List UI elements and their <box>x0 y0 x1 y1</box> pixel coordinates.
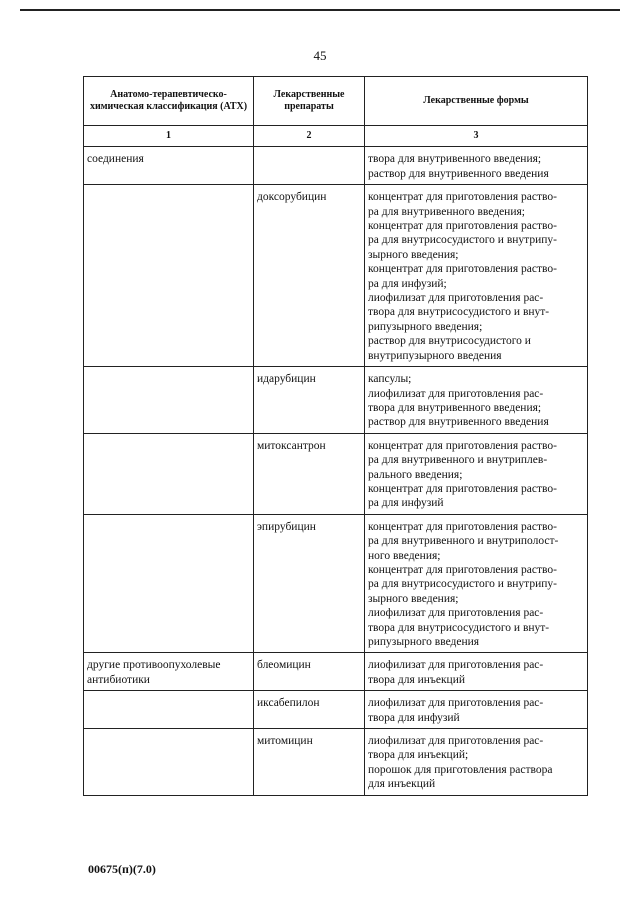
form-line: твора для внутрисосудистого и внут- <box>368 306 550 319</box>
form-line: порошок для приготовления раствора <box>368 763 553 776</box>
form-line: внутрипузырного введения <box>368 349 502 362</box>
table-row <box>84 433 588 514</box>
form-line: твора для инъекций; <box>368 749 469 762</box>
drug-table <box>83 76 588 796</box>
form-line: ра для внутрисосудистого и внутрипу- <box>368 234 557 247</box>
column-number: 2 <box>254 126 365 147</box>
forms-cell <box>365 185 588 367</box>
forms-cell <box>365 653 588 691</box>
form-line: рального введения; <box>368 468 463 481</box>
drug-cell: доксорубицин <box>254 185 365 367</box>
forms-cell <box>365 691 588 729</box>
drug-cell: идарубицин <box>254 367 365 434</box>
form-line: концентрат для приготовления раство- <box>368 563 557 576</box>
form-line: твора для внутривенного введения; <box>368 401 542 414</box>
table-row <box>84 147 588 185</box>
drug-cell: митоксантрон <box>254 433 365 514</box>
form-line: концентрат для приготовления раство- <box>368 191 557 204</box>
table-row <box>84 653 588 691</box>
forms-cell <box>365 367 588 434</box>
form-line: лиофилизат для приготовления рас- <box>368 387 544 400</box>
header-atc: Анатомо-терапевтическо-химическая классификация (АТХ) <box>84 77 254 126</box>
form-line: зырного введения; <box>368 248 459 261</box>
atc-cell: другие противоопухолевые антибиотики <box>84 653 254 691</box>
atc-cell <box>84 367 254 434</box>
atc-cell <box>84 691 254 729</box>
table-body <box>84 147 588 795</box>
table-header-row <box>84 77 588 126</box>
column-number: 3 <box>365 126 588 147</box>
drug-cell: иксабепилон <box>254 691 365 729</box>
form-line: капсулы; <box>368 373 412 386</box>
table-row <box>84 514 588 653</box>
atc-cell: соединения <box>84 147 254 185</box>
drug-cell: эпирубицин <box>254 514 365 653</box>
form-line: твора для инъекций <box>368 673 466 686</box>
table-row <box>84 691 588 729</box>
page-number: 45 <box>313 48 327 63</box>
form-line: зырного введения; <box>368 592 459 605</box>
form-line: концентрат для приготовления раство- <box>368 482 557 495</box>
form-line: для инъекций <box>368 778 436 791</box>
form-line: твора для внутривенного введения; <box>368 153 542 166</box>
column-number-row <box>84 126 588 147</box>
form-line: лиофилизат для приготовления рас- <box>368 292 544 305</box>
form-line: раствор для внутривенного введения <box>368 416 549 429</box>
forms-cell <box>365 433 588 514</box>
form-line: концентрат для приготовления раство- <box>368 220 557 233</box>
drug-cell <box>254 147 365 185</box>
form-line: ра для инфузий; <box>368 277 447 290</box>
form-line: ного введения; <box>368 549 441 562</box>
form-line: раствор для внутрисосудистого и <box>368 335 531 348</box>
form-line: рипузырного введения <box>368 636 480 648</box>
forms-cell <box>365 729 588 796</box>
forms-cell <box>365 147 588 185</box>
table-row <box>84 367 588 434</box>
atc-cell <box>84 433 254 514</box>
table-row <box>84 729 588 796</box>
form-line: твора для внутрисосудистого и внут- <box>368 621 550 634</box>
form-line: лиофилизат для приготовления рас- <box>368 607 544 620</box>
form-line: рипузырного введения; <box>368 320 483 333</box>
form-line: лиофилизат для приготовления рас- <box>368 659 544 672</box>
forms-cell <box>365 514 588 653</box>
form-line: лиофилизат для приготовления рас- <box>368 735 544 748</box>
form-line: концентрат для приготовления раство- <box>368 520 557 533</box>
form-line: ра для внутривенного и внутриплев- <box>368 454 548 467</box>
form-line: ра для инфузий <box>368 497 444 510</box>
drug-cell: блеомицин <box>254 653 365 691</box>
document-code: 00675(п)(7.0) <box>88 862 156 876</box>
form-line: ра для внутрисосудистого и внутрипу- <box>368 578 557 591</box>
header-forms: Лекарственные формы <box>365 77 588 126</box>
form-line: раствор для внутривенного введения <box>368 167 549 180</box>
form-line: лиофилизат для приготовления рас- <box>368 697 544 710</box>
header-drugs: Лекарственные препараты <box>254 77 365 126</box>
form-line: твора для инфузий <box>368 711 460 724</box>
form-line: концентрат для приготовления раство- <box>368 263 557 276</box>
atc-cell <box>84 729 254 796</box>
column-number: 1 <box>84 126 254 147</box>
form-line: ра для внутривенного введения; <box>368 205 525 218</box>
atc-cell <box>84 185 254 367</box>
form-line: концентрат для приготовления раство- <box>368 439 557 452</box>
atc-cell <box>84 514 254 653</box>
table-row <box>84 185 588 367</box>
drug-cell: митомицин <box>254 729 365 796</box>
form-line: ра для внутривенного и внутриполост- <box>368 535 559 548</box>
top-rule <box>20 9 620 11</box>
